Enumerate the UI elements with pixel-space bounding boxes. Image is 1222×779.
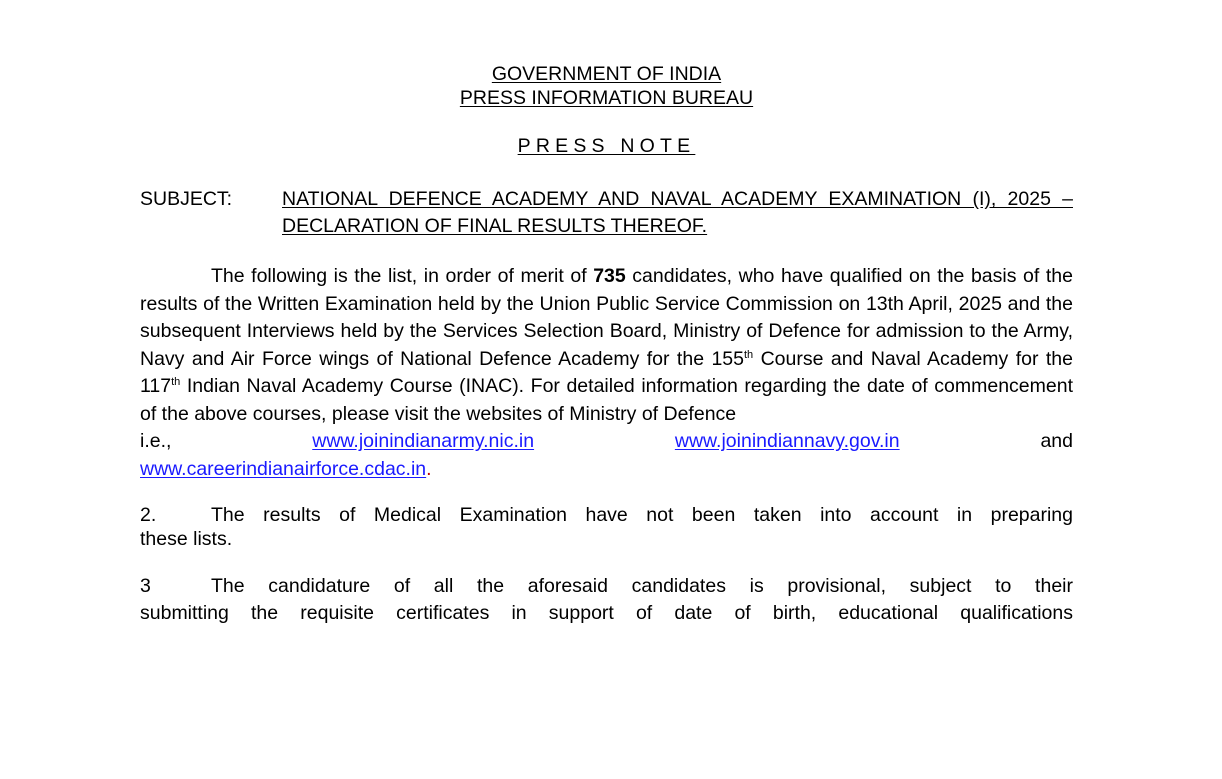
paragraph-2-rest: these lists.	[140, 528, 233, 550]
press-note-label: PRESS NOTE	[517, 135, 696, 157]
paragraph-3	[140, 573, 1073, 627]
links-line	[140, 428, 1073, 456]
course-117-suffix: th	[171, 376, 181, 388]
para1-text-b: candidates, who have qualified on the basis of the results of the Written Examination held by the Union Public Service Commission on 13th April, 2025 and the subsequent Interviews held by the Services Selection Board, Ministry of Defence for admission to the Army, Navy and Air Force wings of National Defence Academy for the	[140, 265, 1073, 370]
paragraph-3-rest: submitting the requisite certificates in support of date of birth, educational qualifications	[140, 602, 1073, 624]
ie-label: i.e.,	[140, 430, 172, 452]
course-155: 155	[711, 347, 744, 370]
paragraph-1-body	[140, 263, 1073, 428]
paragraph-3-number: 3	[140, 575, 151, 597]
subject-label: SUBJECT:	[140, 188, 233, 210]
subject-block	[140, 186, 1073, 240]
course-117: 117	[140, 375, 172, 397]
header-government: GOVERNMENT OF INDIA	[491, 63, 722, 85]
para1-text-a: The following is the list, in order of merit of	[211, 265, 594, 287]
link-join-indian-army[interactable]: www.joinindianarmy.nic.in	[312, 430, 535, 452]
paragraph-2	[140, 503, 1073, 551]
link-join-indian-navy[interactable]: www.joinindiannavy.gov.in	[674, 430, 900, 452]
link-career-indian-airforce[interactable]: www.careerindianairforce.cdac.in	[140, 457, 427, 480]
links-line-2	[140, 456, 1073, 484]
paragraph-2-first-line: The results of Medical Examination have not been taken into account in preparing	[211, 504, 1073, 526]
subject-text: NATIONAL DEFENCE ACADEMY AND NAVAL ACADEMY EXAMINATION (I), 2025 – DECLARATION OF FINAL RESULTS THEREOF.	[282, 188, 1073, 237]
press-note-document	[140, 62, 1073, 627]
para1-text-d: Indian Naval Academy Course (INAC). For detailed information regarding the date of commencement of the above courses, please visit the websites of Ministry of Defence	[140, 375, 1073, 425]
paragraph-3-first-line: The candidature of all the aforesaid candidates is provisional, subject to their	[211, 575, 1073, 597]
paragraph-2-number: 2.	[140, 504, 157, 526]
period: .	[426, 457, 432, 480]
paragraph-1	[140, 263, 1073, 483]
document-header	[140, 62, 1073, 110]
candidate-count: 735	[593, 265, 626, 287]
header-bureau: PRESS INFORMATION BUREAU	[459, 87, 754, 109]
and-label: and	[1040, 430, 1073, 452]
course-155-suffix: th	[744, 348, 754, 361]
press-note-title	[140, 135, 1073, 158]
para1-text-c: Course and Naval Academy for the	[753, 347, 1073, 370]
